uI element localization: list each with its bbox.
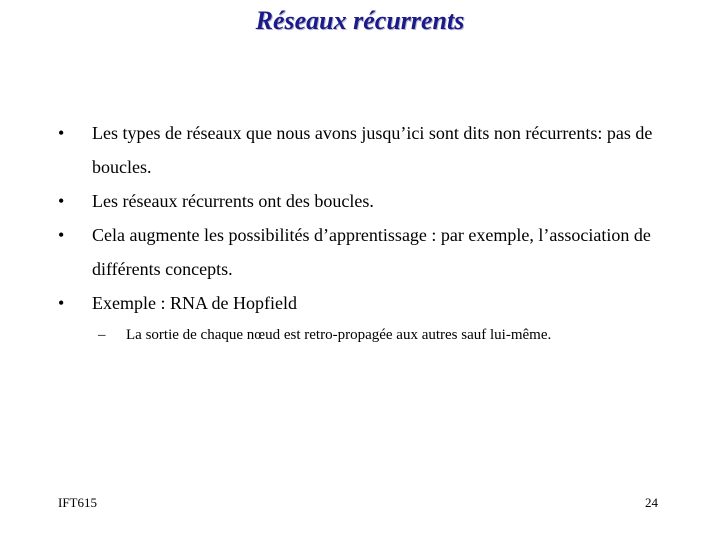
bullet-list [58,116,688,346]
sub-bullet-text: La sortie de chaque nœud est retro-propagée aux autres sauf lui-même. [126,327,552,343]
bullet-marker: • [58,293,65,313]
bullet-item [58,184,688,218]
sub-bullet-marker: – [98,327,106,343]
footer-page-number: 24 [645,495,658,510]
bullet-marker: • [58,225,65,245]
bullet-text: Les types de réseaux que nous avons jusqu’ici sont dits non récurrents: pas de boucles. [92,123,653,177]
bullet-text: Les réseaux récurrents ont des boucles. [92,191,374,211]
sub-bullet-item [98,324,688,346]
bullet-item [58,286,688,320]
bullet-marker: • [58,123,65,143]
bullet-text: Exemple : RNA de Hopfield [92,293,297,313]
bullet-item [58,218,688,286]
bullet-text: Cela augmente les possibilités d’apprentissage : par exemple, l’association de différents concepts. [92,225,651,279]
bullet-marker: • [58,191,65,211]
slide-title: Réseaux récurrents [255,6,465,35]
bullet-item [58,116,688,184]
footer-course: IFT615 [58,495,97,510]
